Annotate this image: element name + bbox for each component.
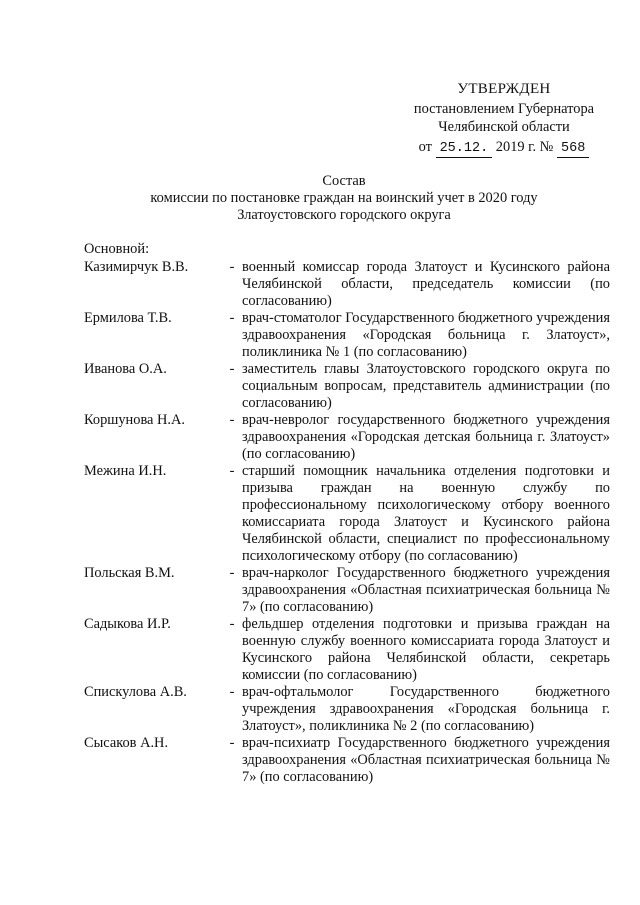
member-role: старший помощник начальника отделения подготовки и призыва граждан на военную службу по профессиональному психологическому отбору военного комиссариата города Златоуст и Кусинского района Челябинской области, специалист по профессиональному психологическому отбору (по согласованию) <box>242 463 610 564</box>
decree-number: 568 <box>557 141 589 158</box>
member-row <box>84 259 610 310</box>
member-row <box>84 310 610 361</box>
member-role: врач-психиатр Государственного бюджетного учреждения здравоохранения «Областная психиатрическая больница № 7» (по согласованию) <box>242 735 610 785</box>
title-line-1: комиссии по постановке граждан на воинский учет в 2020 году <box>150 190 538 206</box>
member-role: врач-офтальмолог Государственного бюджетного учреждения здравоохранения «Городская больница г. Златоуст», поликлиника № 2 (по согласованию) <box>242 684 610 734</box>
member-role: заместитель главы Златоустовского городского округа по социальным вопросам, представитель администрации (по согласованию) <box>242 361 610 411</box>
member-name: Казимирчук В.В. <box>84 259 189 275</box>
member-dash: - <box>229 310 235 326</box>
member-dash: - <box>229 463 235 479</box>
approval-block <box>400 80 608 158</box>
member-dash: - <box>229 565 235 581</box>
member-dash: - <box>229 616 235 632</box>
member-row <box>84 684 610 735</box>
member-name: Ермилова Т.В. <box>84 310 172 326</box>
member-name: Коршунова Н.А. <box>84 412 186 428</box>
member-dash: - <box>229 412 235 428</box>
member-role: врач-нарколог Государственного бюджетного учреждения здравоохранения «Областная психиатрическая больница № 7» (по согласованию) <box>242 565 610 615</box>
date-value: 25.12. <box>436 141 493 158</box>
approval-date-line <box>400 137 608 158</box>
approval-line-1: постановлением Губернатора <box>413 101 595 117</box>
member-dash: - <box>229 361 235 377</box>
approval-line-2: Челябинской области <box>438 119 570 135</box>
member-name: Польская В.М. <box>84 565 175 581</box>
member-row <box>84 565 610 616</box>
member-role: врач-невролог государственного бюджетного учреждения здравоохранения «Городская детская больница г. Златоуст» (по согласованию) <box>242 412 610 462</box>
member-name: Сысаков А.Н. <box>84 735 169 751</box>
title-heading: Состав <box>322 173 366 189</box>
approval-stamp: УТВЕРЖДЕН <box>457 81 551 97</box>
member-row <box>84 735 610 786</box>
member-list <box>84 259 610 786</box>
member-dash: - <box>229 684 235 700</box>
member-role: врач-стоматолог Государственного бюджетного учреждения здравоохранения «Городская больница г. Златоуст», поликлиника № 1 (по согласованию) <box>242 310 610 360</box>
member-name: Садыкова И.Р. <box>84 616 171 632</box>
member-row <box>84 463 610 565</box>
member-role: военный комиссар города Златоуст и Кусинского района Челябинской области, председатель комиссии (по согласованию) <box>242 259 610 309</box>
date-suffix: 2019 г. № <box>495 139 554 155</box>
member-name: Межина И.Н. <box>84 463 167 479</box>
member-name: Спискулова А.В. <box>84 684 187 700</box>
member-dash: - <box>229 259 235 275</box>
member-row <box>84 616 610 684</box>
member-role: фельдшер отделения подготовки и призыва граждан на военную службу военного комиссариата города Златоуст и Кусинского района Челябинской области, секретарь комиссии (по согласованию) <box>242 616 610 683</box>
member-row <box>84 361 610 412</box>
member-row <box>84 412 610 463</box>
member-dash: - <box>229 735 235 751</box>
title-line-2: Златоустовского городского округа <box>237 207 451 223</box>
date-prefix: от <box>418 139 432 155</box>
document-title <box>80 173 608 224</box>
section-label: Основной: <box>84 241 150 257</box>
member-name: Иванова О.А. <box>84 361 167 377</box>
